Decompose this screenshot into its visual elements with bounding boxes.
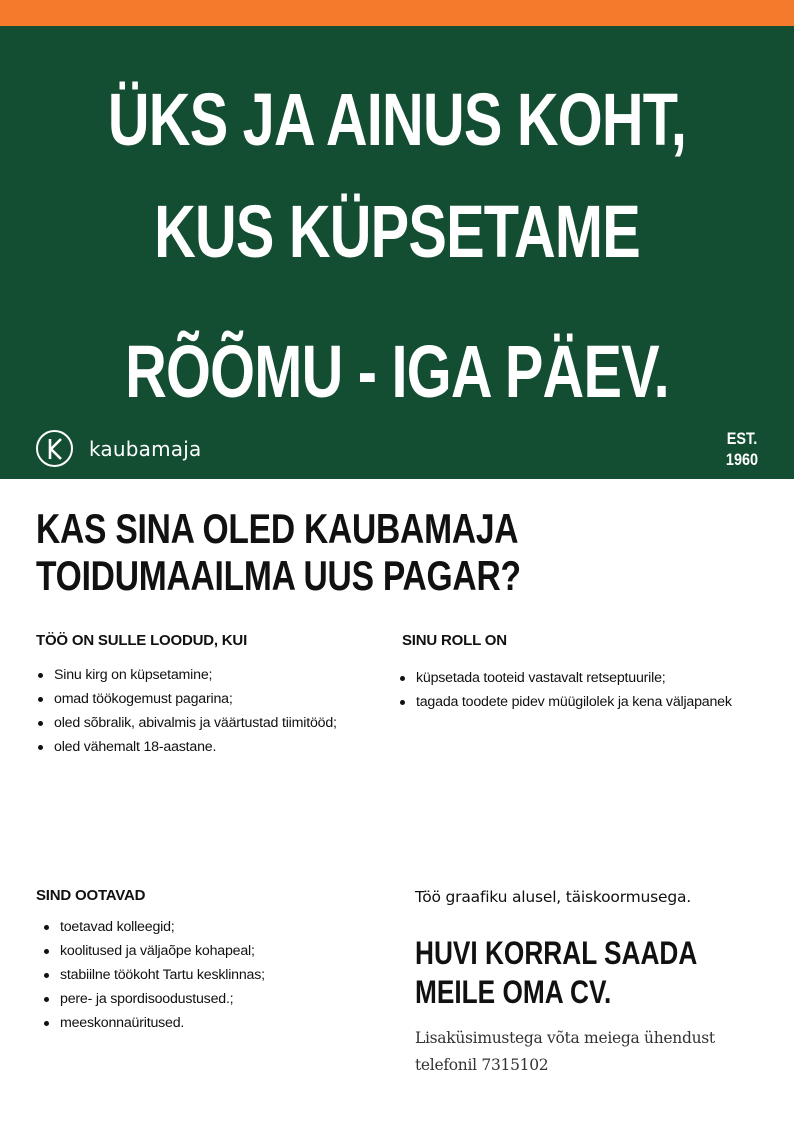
list-item: Sinu kirg on küpsetamine; [36, 666, 356, 684]
call-to-action [415, 934, 697, 1012]
list-item: oled sõbralik, abivalmis ja väärtustad tiimitööd; [36, 714, 356, 732]
cta-line-1: HUVI KORRAL SAADA [415, 935, 698, 971]
brand-logo [36, 430, 201, 467]
work-schedule: Töö graafiku alusel, täiskoormusega. [415, 888, 692, 906]
est-year: 1960 [725, 450, 759, 469]
benefits-heading: SIND OOTAVAD [36, 887, 146, 904]
hero-headline-line-1: ÜKS JA AINUS KOHT, [107, 78, 687, 161]
established-badge [717, 428, 768, 470]
role-list [398, 669, 748, 717]
list-item: stabiilne töökoht Tartu kesklinnas; [42, 966, 362, 984]
cta-line-2: MEILE OMA CV. [415, 974, 612, 1010]
k-circle-logo-icon [36, 430, 73, 467]
list-item: oled vähemalt 18-aastane. [36, 738, 356, 756]
list-item: koolitused ja väljaõpe kohapeal; [42, 942, 362, 960]
requirements-heading: TÖÖ ON SULLE LOODUD, KUI [36, 632, 248, 649]
list-item: toetavad kolleegid; [42, 918, 362, 936]
hero-headline-line-3: RÕÕMU - IGA PÄEV. [125, 330, 669, 413]
list-item: pere- ja spordisoodustused.; [42, 990, 362, 1008]
main-title [36, 505, 521, 599]
brand-name: kaubamaja [89, 436, 202, 461]
top-accent-stripe [0, 0, 794, 26]
contact-line-1: Lisaküsimustega võta meiega ühendust [415, 1029, 715, 1047]
main-title-line-1: KAS SINA OLED KAUBAMAJA [36, 505, 519, 552]
list-item: meeskonnaüritused. [42, 1014, 362, 1032]
role-heading: SINU ROLL ON [402, 632, 507, 649]
requirements-list [36, 666, 356, 762]
list-item: tagada toodete pidev müügilolek ja kena väljapanek [398, 693, 748, 711]
list-item: omad töökogemust pagarina; [36, 690, 356, 708]
hero-headline-line-2: KUS KÜPSETAME [154, 190, 640, 273]
contact-phone: telefonil 7315102 [415, 1056, 549, 1074]
contact-info [415, 1025, 775, 1079]
hero-banner [0, 26, 794, 479]
list-item: küpsetada tooteid vastavalt retseptuurile; [398, 669, 748, 687]
est-label: EST. [726, 429, 758, 448]
benefits-list [42, 918, 362, 1038]
main-title-line-2: TOIDUMAAILMA UUS PAGAR? [36, 552, 521, 599]
